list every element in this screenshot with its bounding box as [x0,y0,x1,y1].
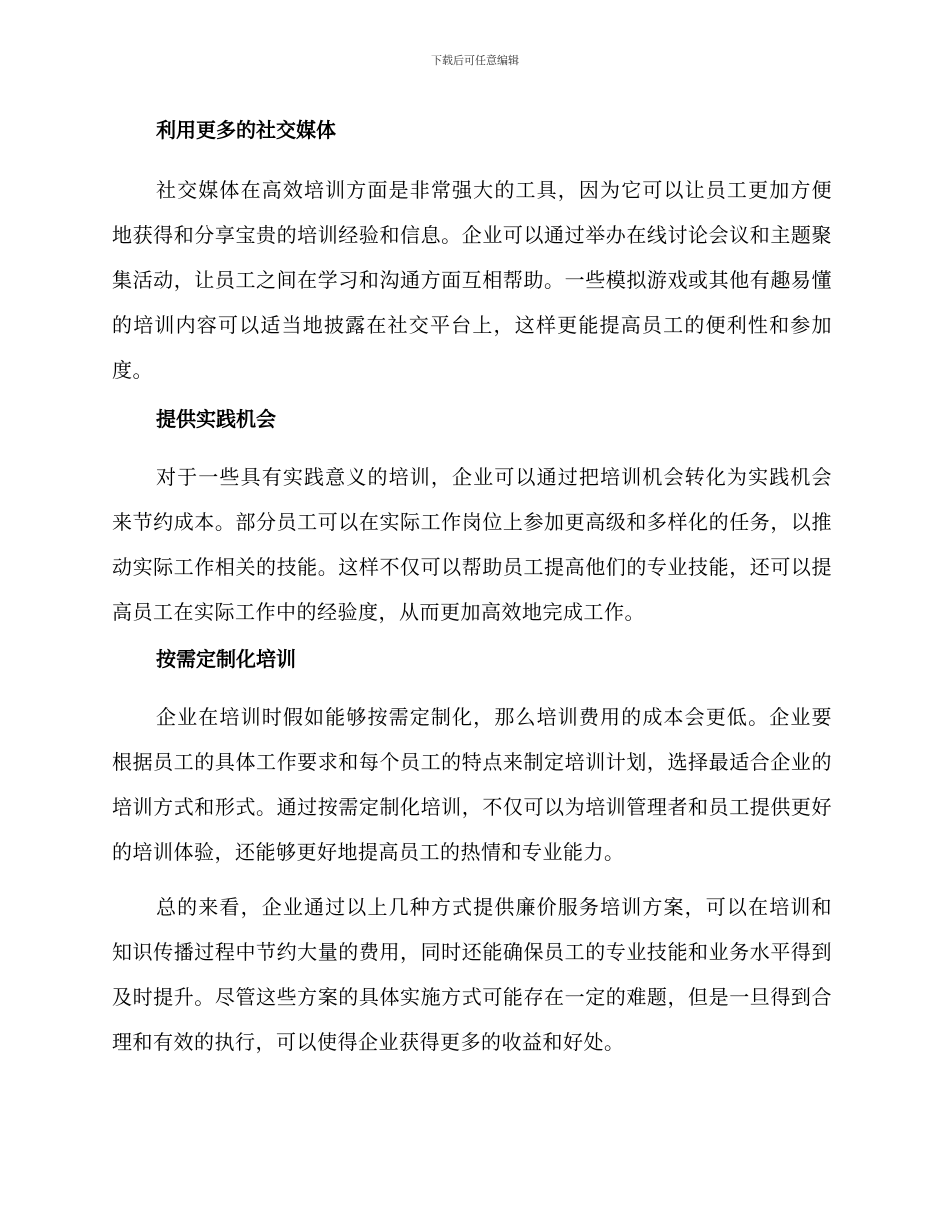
paragraph-customized-training: 企业在培训时假如能够按需定制化，那么培训费用的成本会更低。企业要根据员工的具体工作要求和每个员工的特点来制定培训计划，选择最适合企业的培训方式和形式。通过按需定制化培训，不仅可以为培训管理者和员工提供更好的培训体验，还能够更好地提高员工的热情和专业能力。 [112,705,832,864]
paragraph-practice: 对于一些具有实践意义的培训，企业可以通过把培训机会转化为实践机会来节约成本。部分员工可以在实际工作岗位上参加更高级和多样化的任务，以推动实际工作相关的技能。这样不仅可以帮助员工提高他们的专业技能，还可以提高员工在实际工作中的经验度，从而更加高效地完成工作。 [112,465,832,624]
page-header: 下载后可任意编辑 [431,54,519,67]
document-body [112,112,832,1065]
paragraph-social-media: 社交媒体在高效培训方面是非常强大的工具，因为它可以让员工更加方便地获得和分享宝贵的培训经验和信息。企业可以通过举办在线讨论会议和主题聚集活动，让员工之间在学习和沟通方面互相帮助。一些模拟游戏或其他有趣易懂的培训内容可以适当地披露在社交平台上，这样更能提高员工的便利性和参加度。 [112,178,832,382]
section-heading-social-media: 利用更多的社交媒体 [156,118,336,142]
paragraph-conclusion: 总的来看，企业通过以上几种方式提供廉价服务培训方案，可以在培训和知识传播过程中节约大量的费用，同时还能确保员工的专业技能和业务水平得到及时提升。尽管这些方案的具体实施方式可能存在一定的难题，但是一旦得到合理和有效的执行，可以使得企业获得更多的收益和好处。 [112,895,832,1054]
section-heading-practice: 提供实践机会 [156,407,276,431]
section-heading-customized-training: 按需定制化培训 [156,647,296,671]
